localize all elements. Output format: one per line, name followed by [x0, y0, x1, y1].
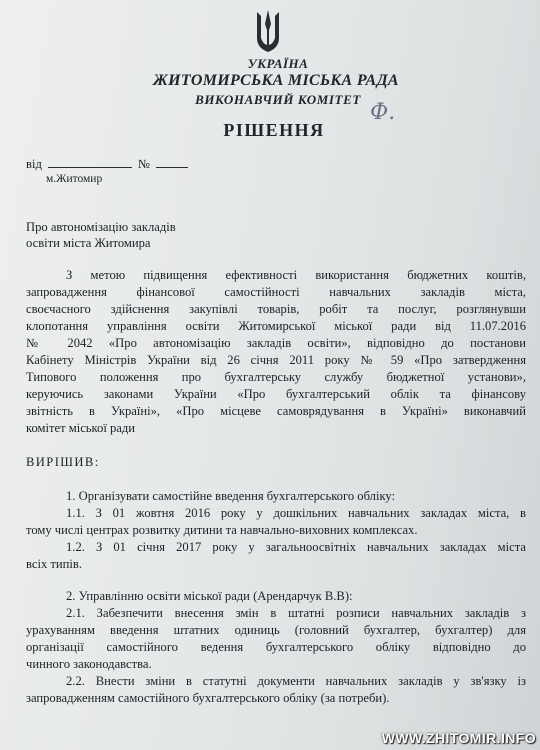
item-2-title: 2. Управлінню освіти міської ради (Арендарчук В.В): — [66, 589, 353, 603]
number-blank — [156, 156, 188, 168]
date-prefix: від — [26, 157, 42, 171]
item-1-title: 1. Організувати самостійне введення бухгалтерського обліку: — [66, 489, 396, 503]
council-name: ЖИТОМИРСЬКА МІСЬКА РАДА — [153, 72, 399, 89]
preamble-line: З метою підвищення ефективності використання бюджетних коштів, — [66, 268, 526, 282]
subject-line: освіти міста Житомира — [26, 236, 151, 250]
resolved-heading: ВИРІШИВ: — [26, 455, 100, 469]
preamble-line: Типового положення про бухгалтерську службу бюджетної установи», — [26, 370, 526, 384]
preamble-line: своєчасного здійснення закупівлі товарів, робіт та послуг, розглянувши — [26, 302, 526, 316]
country-name: УКРАЇНА — [247, 56, 309, 71]
committee-name: ВИКОНАВЧИЙ КОМІТЕТ — [195, 92, 361, 107]
handwritten-mark: Ф. — [370, 100, 396, 125]
site-watermark: WWW.ZHITOMIR.INFO — [381, 730, 536, 746]
preamble-line: комітет міської ради — [26, 421, 136, 435]
item-1-line: всіх типів. — [26, 557, 82, 571]
preamble-line: клопотання управління освіти Житомирської міської ради від 11.07.2016 — [26, 319, 526, 333]
date-blank — [48, 156, 132, 168]
preamble-line: запровадження фінансової самостійності навчальних закладів міста, — [26, 285, 526, 299]
preamble-line: Кабінету Міністрів України від 26 січня 2011 року № 59 «Про затвердження — [26, 353, 526, 367]
item-2-line: запровадженням самостійного бухгалтерського обліку (за потреби). — [26, 691, 390, 705]
trident-emblem-icon — [255, 8, 281, 54]
item-2-line: чинного законодавства. — [26, 657, 152, 671]
city-name: м.Житомир — [46, 173, 103, 185]
item-2-line: 2.1. Забезпечити внесення змін в штатні розписи навчальних закладів з — [66, 606, 526, 620]
item-1-line: 1.2. З 01 січня 2017 року у загальноосвітніх навчальних закладах міста — [66, 540, 526, 554]
item-1-line: тому числі центрах розвитку дитини та навчально-виховних комплексах. — [26, 523, 418, 537]
preamble-line: керуючись законами України «Про бухгалтерський облік та фінансову — [26, 387, 526, 401]
preamble-line: звітність в Україні», «Про місцеве самоврядування в Україні» виконавчий — [26, 404, 526, 418]
subject-line: Про автономізацію закладів — [26, 220, 176, 234]
item-2-line: 2.2. Внести зміни в статутні документи навчальних закладів у зв'язку із — [66, 674, 526, 688]
item-2-line: організації самостійного ведення бухгалтерського обліку відповідно до — [26, 640, 526, 654]
preamble-line: № 2042 «Про автономізацію закладів освіти», відповідно до постанови — [26, 336, 526, 350]
item-1-line: 1.1. З 01 жовтня 2016 року у дошкільних навчальних закладах міста, в — [66, 506, 526, 520]
number-prefix: № — [137, 157, 150, 171]
document-type: РІШЕННЯ — [223, 120, 325, 140]
item-2-line: урахуванням введення штатних одиниць (головний бухгалтер, бухгалтер) для — [26, 623, 526, 637]
date-number-line — [26, 156, 188, 172]
